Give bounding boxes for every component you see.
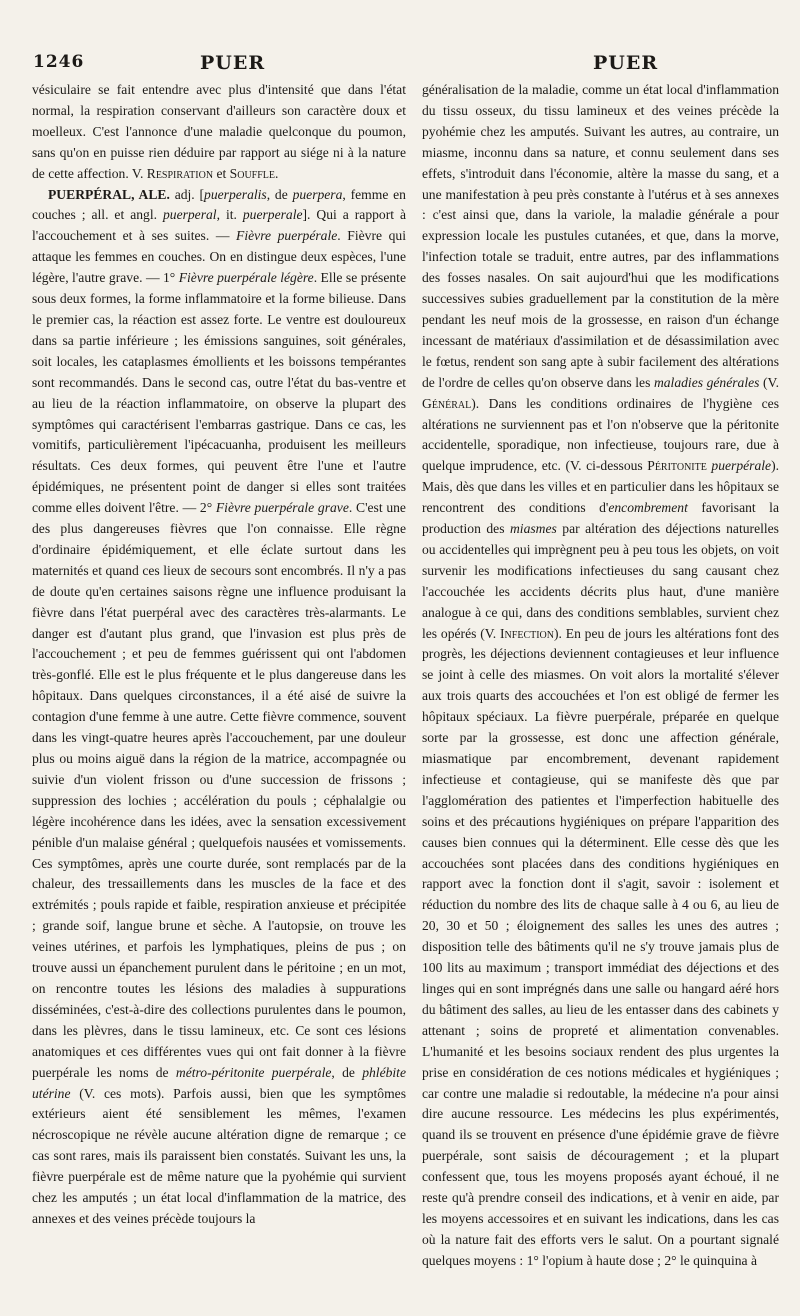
right-column [422, 80, 779, 1272]
cross-reference: Péritonite [647, 458, 707, 474]
continued-entry-text: vésiculaire se fait entendre avec plus d'intensité que dans l'état normal, la respiration conservant d'ailleurs son caractère doux et moelleux. C'est l'annonce d'une maladie quelconque du poumon, sans qu'on en puisse rien déduire par rapport au siége ni à la nature de cette affection. V. Respiration et Souffle. [32, 82, 406, 181]
page-number: 1246 [33, 52, 85, 72]
left-column [32, 80, 406, 1230]
page-header [0, 52, 800, 82]
cross-reference: Infection [500, 625, 555, 641]
running-headword-right: PUER [593, 52, 659, 74]
cross-reference: Souffle [229, 165, 275, 181]
entry-continuation: généralisation de la maladie, comme un état local d'inflammation du tissu osseux, du tissu lamineux et des veines précède la pyohémie chez les amputés. Suivant les autres, au contraire, un miasme, inconnu dans sa nature, et connu seulement dans ses effets, s'introduit dans l'économie, altère la masse du sang, et a une manifestation à peu près constante à l'utérus et à ses annexes : c'est ainsi que, dans la variole, la maladie générale a pour expression locale les pustules cutanées, et que, dans la morve, l'infection totale se traduit, entre autres, par des inflammations des fosses nasales. On sait aujourd'hui que les modifications successives subies graduellement par la constitution de la mère pendant les neuf mois de la grossesse, en raison d'un échange incessant de matériaux d'assimilation et de désassimilation avec le fœtus, rendent son sang apte à subir facilement des altérations de l'ordre de celles qu'on observe dans les maladies générales (V. Général). Dans les conditions ordinaires de l'hygiène ces altérations ne surviennent pas et l'on n'observe que la péritonite accidentelle, sporadique, non infectieuse, toujours rare, due à quelque imprudence, etc. (V. ci-dessous Péritonite puerpérale). Mais, dès que dans les villes et en particulier dans les hôpitaux se rencontrent des conditions d'encombrement favorisant la production des miasmes par altération des déjections naturelles ou accidentelles qui imprègnent peu à peu tous les objets, on voit survenir les modifications infectieuses du sang causant chez l'accouchée les accidents décrits plus haut, d'une manière analogue à ce qui, dans des conditions semblables, survient chez les opérés (V. Infection). En peu de jours les altérations font des progrès, les déjections deviennent contagieuses et leur influence se joint à celle des miasmes. On voit alors la mortalité s'élever aux trois quarts des accouchées et l'on est obligé de fermer les hôpitaux spéciaux. La fièvre puerpérale, préparée en quelque sorte par la grossesse, est donc une affection générale, miasmatique par encombrement, devenant rapidement infectieuse et contagieuse, qui se manifeste dès que par l'agglomération des patientes et l'imperfection habituelle des soins et des précautions hygiéniques on prépare l'apparition des causes bien connues qui la déterminent. Elle cesse dès que les accouchées sont placées dans des conditions hygiéniques en rapport avec la fonction dont il s'agit, savoir : isolement et réduction du nombre des lits de chaque salle à 4 ou 6, au lieu de 20, 30 et 50 ; éloignement des salles les unes des autres ; disposition telle des bâtiments qu'il ne s'y trouve jamais plus de 100 lits au maximum ; transport immédiat des déjections et des linges qui en sont imprégnés dans une salle ou hangard aéré hors du bâtiment des salles, au lieu de les entasser dans des cabinets y attenant ; soins de propreté et alimentation convenables. L'humanité et les besoins sociaux rendent des plus urgentes la prise en considération de ces notions médicales et hygiéniques ; car contre une maladie si redoutable, la médecine n'a pour ainsi dire aucune ressource. Les médecins les plus expérimentés, quand ils se trouvent en présence d'une épidémie grave de fièvre puerpérale, sont saisis de découragement ; et la plupart confessent que, tous les moyens proposés ayant échoué, il ne reste qu'à prendre conseil des indications, et à venir en aide, par les moyens accessoires et en suivant les indications, dans les cas où la nature fait des efforts vers le salut. On a pourtant signalé quelques moyens : 1° l'opium à haute dose ; 2° le quinquina à [422, 82, 780, 1268]
running-headword-left: PUER [200, 52, 266, 74]
cross-reference: Général [422, 395, 472, 411]
entry-headword: PUERPÉRAL, ALE. [48, 186, 170, 202]
cross-reference: Respiration [146, 165, 214, 181]
entry-puerperal: PUERPÉRAL, ALE. adj. [puerperalis, de puerpera, femme en couches ; all. et angl. puerperal, it. puerperale]. Qui a rapport à l'accouchement et à ses suites. — Fièvre puerpérale. Fièvre qui attaque les femmes en couches. On en distingue deux espèces, l'une légère, l'autre grave. — 1° Fièvre puerpérale légère. Elle se présente sous deux formes, la forme inflammatoire et la forme bilieuse. Dans le premier cas, la réaction est assez forte. Le ventre est douloureux dans sa partie inférieure ; les émissions sanguines, soit générales, soit locales, les cataplasmes émollients et les boissons tempérantes sont recommandés. Dans le second cas, outre l'état du bas-ventre et au lieu de la réaction inflammatoire, on observe la plupart des symptômes qui caractérisent l'embarras gastrique. Dans ce cas, les vomitifs, particulièrement l'ipécacuanha, produisent les meilleurs résultats. Ces deux formes, qui peuvent être l'une et l'autre épidémiques, ne présentent point de danger si elles sont traitées comme elles doivent l'être. — 2° Fièvre puerpérale grave. C'est une des plus dangereuses fièvres que l'on connaisse. Elle règne d'ordinaire épidémiquement, et elle éclate surtout dans les maternités et quand ces lieux de secours sont encombrés. Il n'y a pas de doute qu'en certaines saisons règne une influence produisant la fièvre dans l'état puerpéral avec des caractères très-alarmants. Le danger est d'autant plus grand, que l'invasion est plus près de l'accouchement ; et peu de femmes guérissent qui ont l'abdomen très-gonflé. Elle est le plus fréquente et le plus dangereuse dans les hôpitaux. Dans quelques circonstances, il a été aisé de suivre la contagion d'une femme à une autre. Cette fièvre commence, souvent dans les vingt-quatre heures après l'accouchement, par une douleur plus ou moins aiguë dans la région de la matrice, accompagnée ou suivie d'un violent frisson ou d'une succession de frissons ; suppression des lochies ; accélération du pouls ; céphalalgie ou légère incohérence dans les idées, avec la sensation excessivement pénible d'un malaise général ; quelquefois nausées et vomissements. Ces symptômes, après une courte durée, sont remplacés par de la chaleur, des tressaillements dans les muscles de la face et des extrémités ; pouls rapide et faible, respiration anxieuse et précipitée ; grande soif, langue brune et sèche. A l'autopsie, on trouve les veines utérines, et parfois les lymphatiques, pleins de pus ; on trouve aussi un épanchement purulent dans le péritoine ; en un mot, on rencontre toutes les lésions des maladies à suppurations disséminées, c'est-à-dire des collections purulentes dans le poumon, dans les plèvres, dans le tissu lamineux, etc. Ce sont ces lésions anatomiques et ces différentes vues qui ont fait donner à la fièvre puerpérale les noms de métro-péritonite puerpérale, de phlébite utérine (V. ces mots). Parfois aussi, bien que les symptômes extérieurs aient été sensiblement les mêmes, l'examen nécroscopique ne révèle aucune altération digne de remarque ; ce cas sont rares, mais ils paraissent bien constatés. Suivant les uns, la fièvre puerpérale est de même nature que la pyohémie qui survient chez les amputés ; un état local d'inflammation de la matrice, des annexes et des veines précède toujours la [32, 186, 407, 1226]
